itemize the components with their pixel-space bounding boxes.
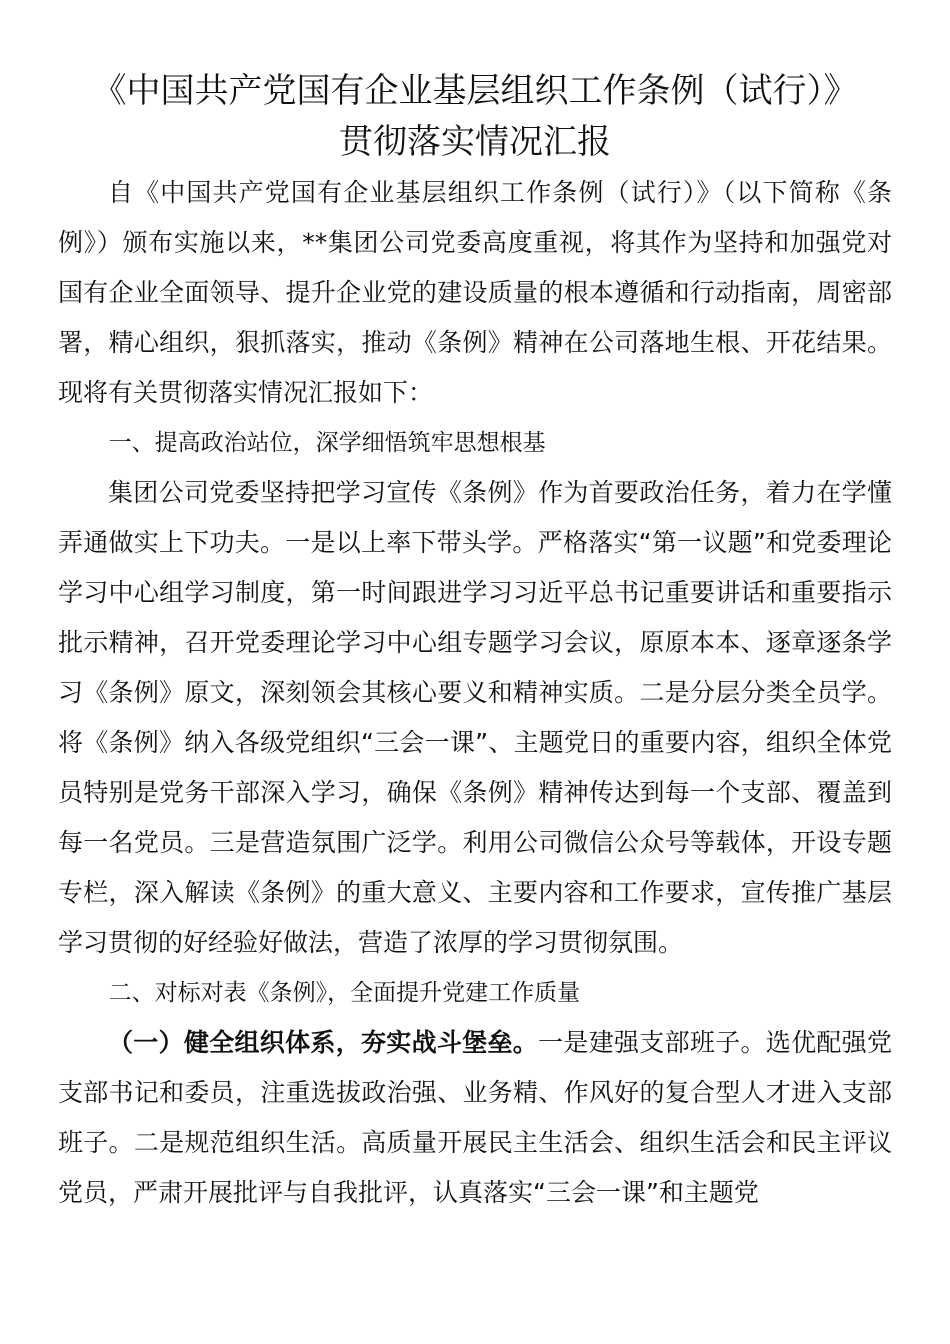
section-2-sub-1-paragraph — [58, 1018, 892, 1218]
title-line-1: 《中国共产党国有企业基层组织工作条例（试行）》 — [92, 71, 858, 111]
section-1-paragraph: 集团公司党委坚持把学习宣传《条例》作为首要政治任务，着力在学懂弄通做实上下功夫。一是以上率下带头学。严格落实“第一议题”和党委理论学习中心组学习制度，第一时间跟进学习习近平总书记重要讲话和重要指示批示精神，召开党委理论学习中心组专题学习会议，原原本本、逐章逐条学习《条例》原文，深刻领会其核心要义和精神实质。二是分层分类全员学。将《条例》纳入各级党组织“三会一课”、主题党日的重要内容，组织全体党员特别是党务干部深入学习，确保《条例》精神传达到每一个支部、覆盖到每一名党员。三是营造氛围广泛学。利用公司微信公众号等载体，开设专题专栏，深入解读《条例》的重大意义、主要内容和工作要求，宣传推广基层学习贯彻的好经验好做法，营造了浓厚的学习贯彻氛围。 — [58, 478, 892, 957]
section-1-heading: 一、提高政治站位，深学细悟筑牢思想根基 — [108, 430, 546, 456]
intro-paragraph: 自《中国共产党国有企业基层组织工作条例（试行）》（以下简称《条例》）颁布实施以来，**集团公司党委高度重视，将其作为坚持和加强党对国有企业全面领导、提升企业党的建设质量的根本遵循和行动指南，周密部署，精心组织，狠抓落实，推动《条例》精神在公司落地生根、开花结果。现将有关贯彻落实情况汇报如下： — [58, 178, 892, 407]
document-page — [58, 66, 892, 1218]
title-line-2: 贯彻落实情况汇报 — [339, 122, 611, 162]
section-2-sub-1-title: （一）健全组织体系，夯实战斗堡垒。 — [108, 1028, 539, 1057]
section-2-heading: 二、对标对表《条例》，全面提升党建工作质量 — [108, 980, 581, 1006]
section-2-sub-1-body: 一是建强支部班子。选优配强党支部书记和委员，注重选拔政治强、业务精、作风好的复合型人才进入支部班子。二是规范组织生活。高质量开展民主生活会、组织生活会和民主评议党员，严肃开展批评与自我批评，认真落实“三会一课”和主题党 — [58, 1028, 892, 1207]
document-title — [58, 66, 892, 168]
